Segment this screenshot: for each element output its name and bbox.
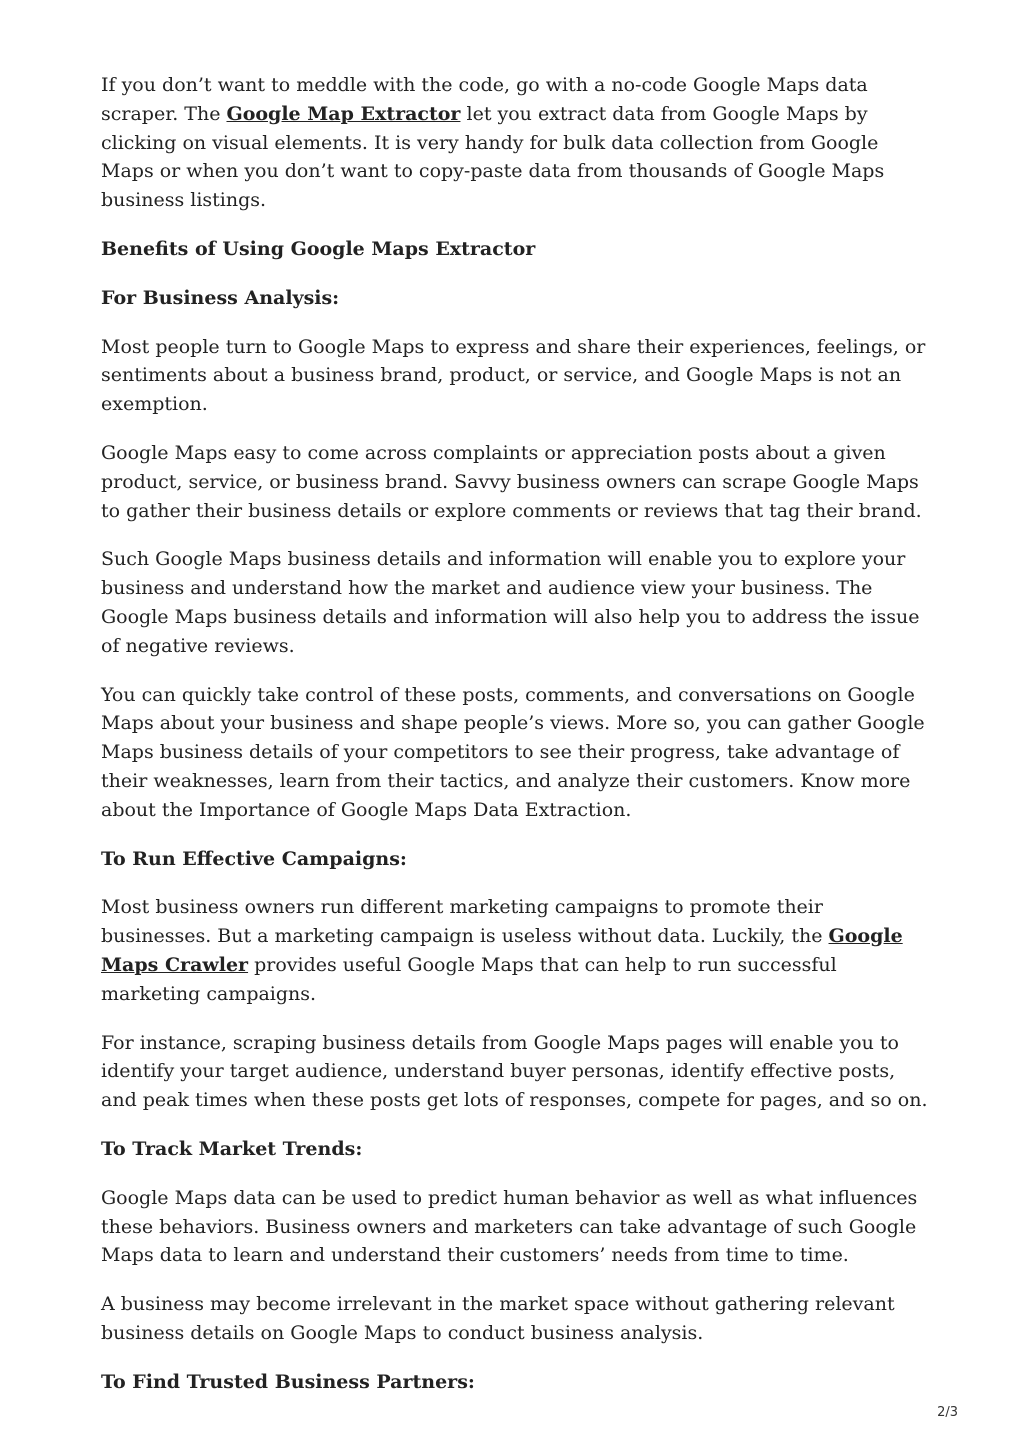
paragraph-text: provides useful Google Maps that can help to run successful marketing campaigns. xyxy=(101,953,837,1005)
document-body xyxy=(101,71,931,1416)
paragraph-irrelevant: A business may become irrelevant in the market space without gathering relevant business details on Google Maps to conduct business analysis. xyxy=(101,1293,895,1344)
heading-benefits: Benefits of Using Google Maps Extractor xyxy=(101,237,536,260)
paragraph-complaints: Google Maps easy to come across complaints or appreciation posts about a given product, service, or business brand. Savvy business owners can scrape Google Maps to gather their business details or explore comments or reviews that tag their brand. xyxy=(101,441,922,522)
heading-campaigns: To Run Effective Campaigns: xyxy=(101,847,407,870)
paragraph-target-audience: For instance, scraping business details from Google Maps pages will enable you to identify your target audience, understand buyer personas, identify effective posts, and peak times when these posts get lots of responses, compete for pages, and so on. xyxy=(101,1031,928,1112)
paragraph-text: let you extract data from Google Maps by clicking on visual elements. It is very handy for bulk data collection from Google Maps or when you don’t want to copy-paste data from thousands of Google Maps business listings. xyxy=(101,102,885,212)
heading-business-analysis: For Business Analysis: xyxy=(101,286,340,309)
paragraph-text: Most business owners run different marketing campaigns to promote their businesses. But a marketing campaign is useless without data. Luckily, the xyxy=(101,896,829,948)
paragraph-business-details: Such Google Maps business details and information will enable you to explore your business and understand how the market and audience view your business. The Google Maps business details and information will also help you to address the issue of negative reviews. xyxy=(101,548,920,657)
google-maps-crawler-link[interactable]: Google Maps Crawler xyxy=(101,925,903,976)
paragraph-predict-behavior: Google Maps data can be used to predict human behavior as well as what influences these behaviors. Business owners and marketers can take advantage of such Google Maps data to learn and understand their customers’ needs from time to time. xyxy=(101,1186,918,1267)
heading-partners: To Find Trusted Business Partners: xyxy=(101,1370,475,1393)
paragraph-text: If you don’t want to meddle with the code, go with a no-code Google Maps data scraper. The xyxy=(101,74,868,125)
page-number: 2/3 xyxy=(937,1405,958,1420)
paragraph-no-code-scraper xyxy=(101,71,931,215)
google-map-extractor-link[interactable]: Google Map Extractor xyxy=(226,102,461,125)
paragraph-take-control: You can quickly take control of these posts, comments, and conversations on Google Maps about your business and shape people’s views. More so, you can gather Google Maps business details of your competitors to see their progress, take advantage of their weaknesses, learn from their tactics, and analyze their customers. Know more about the Importance of Google Maps Data Extraction. xyxy=(101,683,925,821)
paragraph-express-share: Most people turn to Google Maps to express and share their experiences, feelings, or sentiments about a business brand, product, or service, and Google Maps is not an exemption. xyxy=(101,335,926,416)
paragraph-marketing-campaigns xyxy=(101,893,931,1008)
heading-market-trends: To Track Market Trends: xyxy=(101,1137,363,1160)
